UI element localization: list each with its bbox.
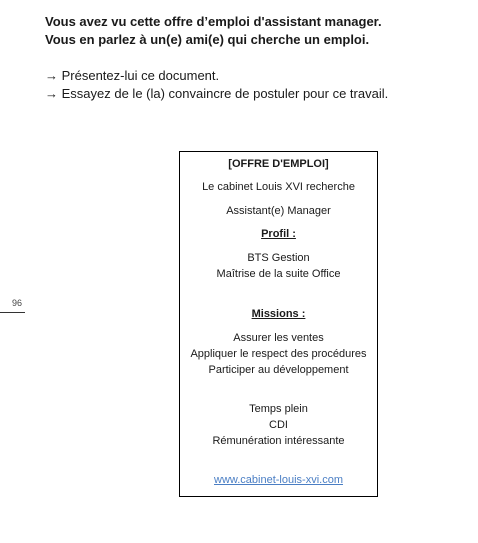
page-number: 96 bbox=[12, 298, 23, 308]
job-offer-box bbox=[179, 151, 378, 497]
profil-list bbox=[180, 250, 377, 282]
missions-list bbox=[180, 330, 377, 378]
intro-line-1: Vous avez vu cette offre d’emploi d'assistant manager. bbox=[45, 14, 382, 29]
offer-position: Assistant(e) Manager bbox=[226, 205, 331, 217]
offer-title: [OFFRE D'EMPLOI] bbox=[228, 158, 329, 170]
mission-item: Participer au développement bbox=[208, 364, 349, 376]
page-number-rule bbox=[0, 312, 25, 313]
instruction-present: → Présentez-lui ce document. bbox=[45, 68, 220, 83]
offer-company: Le cabinet Louis XVI recherche bbox=[202, 181, 355, 193]
instruction-convince: → Essayez de le (la) convaincre de postuler pour ce travail. bbox=[45, 86, 389, 101]
intro-block bbox=[45, 13, 470, 103]
condition-item: Rémunération intéressante bbox=[212, 435, 345, 447]
profil-heading: Profil : bbox=[261, 228, 296, 240]
profil-item: Maîtrise de la suite Office bbox=[216, 268, 341, 280]
missions-heading: Missions : bbox=[251, 308, 306, 320]
condition-item: CDI bbox=[269, 419, 288, 431]
mission-item: Assurer les ventes bbox=[233, 332, 324, 344]
conditions-list bbox=[180, 401, 377, 449]
condition-item: Temps plein bbox=[249, 403, 308, 415]
mission-item: Appliquer le respect des procédures bbox=[190, 348, 367, 360]
website-link[interactable]: www.cabinet-louis-xvi.com bbox=[214, 474, 343, 486]
profil-item: BTS Gestion bbox=[247, 252, 310, 264]
instructions bbox=[45, 67, 470, 103]
intro-line-2: Vous en parlez à un(e) ami(e) qui cherche un emploi. bbox=[45, 32, 370, 47]
